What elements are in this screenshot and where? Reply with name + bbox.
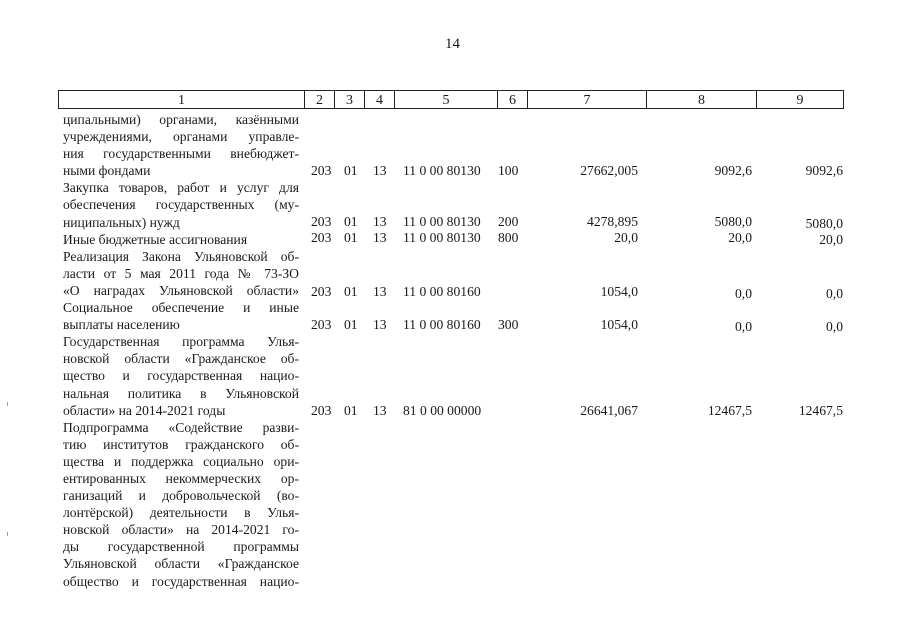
description-line: новской области «Гражданское об-	[63, 351, 299, 367]
cell-subsection: 13	[373, 284, 387, 299]
scan-mark	[7, 532, 8, 536]
cell-subsection: 13	[373, 403, 387, 418]
cell-subsection: 13	[373, 230, 387, 245]
cell-amount-col9: 12467,5	[798, 403, 843, 418]
header-col-9: 9	[756, 90, 844, 109]
description-line: Социальное обеспечение и иные	[63, 300, 299, 316]
description-line: лонтёрской) деятельности в Улья-	[63, 505, 299, 521]
cell-subsection: 13	[373, 214, 387, 229]
description-line: ципальными) органами, казёнными	[63, 112, 299, 127]
header-col-5: 5	[394, 90, 497, 109]
cell-amount-col8: 5080,0	[714, 214, 752, 229]
cell-amount-col7: 20,0	[614, 230, 638, 245]
cell-amount-col7: 26641,067	[580, 403, 638, 418]
cell-expense-type: 100	[498, 163, 519, 178]
table-row	[0, 213, 905, 230]
description-column	[63, 111, 299, 590]
description-line: щества и поддержка социально ори-	[63, 453, 299, 469]
cell-ministry: 203	[311, 403, 332, 418]
header-col-3: 3	[334, 90, 364, 109]
cell-ministry: 203	[311, 214, 332, 229]
description-line: нальная политика в Ульяновской	[63, 385, 299, 401]
cell-amount-col9: 0,0	[826, 286, 843, 301]
cell-amount-col9: 0,0	[826, 319, 843, 334]
description-line: ния государственными внебюджет-	[63, 146, 299, 162]
description-line: щество и государственная нацио-	[63, 368, 299, 384]
table-row	[0, 402, 905, 419]
description-line: области» на 2014-2021 годы	[63, 402, 226, 418]
header-col-8: 8	[646, 90, 756, 109]
table-row	[0, 316, 905, 333]
cell-amount-col9: 9092,6	[805, 163, 843, 178]
cell-ministry: 203	[311, 317, 332, 332]
description-line: обеспечения государственных (му-	[63, 197, 299, 213]
header-col-6: 6	[497, 90, 527, 109]
cell-section: 01	[344, 284, 358, 299]
cell-amount-col7: 27662,005	[580, 163, 638, 178]
cell-target-article: 11 0 00 80130	[403, 163, 481, 178]
cell-target-article: 11 0 00 80160	[403, 317, 481, 332]
cell-target-article: 11 0 00 80130	[403, 214, 481, 229]
description-line: Ульяновской области «Гражданское	[63, 556, 299, 572]
description-line: «О наградах Ульяновской области»	[63, 282, 299, 298]
header-col-7: 7	[527, 90, 646, 109]
cell-amount-col7: 1054,0	[600, 284, 638, 299]
cell-expense-type: 200	[498, 214, 519, 229]
description-line: ными фондами	[63, 163, 151, 179]
cell-amount-col8: 12467,5	[707, 403, 752, 418]
cell-ministry: 203	[311, 163, 332, 178]
cell-amount-col9: 20,0	[819, 232, 843, 247]
cell-amount-col8: 0,0	[735, 286, 752, 301]
description-line: ниципальных) нужд	[63, 214, 180, 230]
cell-target-article: 81 0 00 00000	[403, 403, 482, 418]
description-line: Закупка товаров, работ и услуг для	[63, 180, 299, 196]
header-col-2: 2	[304, 90, 334, 109]
header-col-1: 1	[58, 90, 304, 109]
description-line: тию институтов гражданского об-	[63, 436, 299, 452]
cell-section: 01	[344, 403, 358, 418]
table-row	[0, 283, 905, 300]
cell-section: 01	[344, 214, 358, 229]
cell-section: 01	[344, 163, 358, 178]
table-row	[0, 162, 905, 179]
description-line: выплаты населению	[63, 317, 180, 333]
cell-subsection: 13	[373, 163, 387, 178]
description-line: Иные бюджетные ассигнования	[63, 231, 248, 247]
table-row	[0, 229, 905, 246]
description-line: ласти от 5 мая 2011 года № 73-ЗО	[63, 265, 299, 281]
description-line: Подпрограмма «Содействие разви-	[63, 419, 299, 435]
scan-mark	[7, 402, 8, 406]
description-line: ды государственной программы	[63, 539, 299, 555]
description-line: общество и государственная нацио-	[63, 573, 299, 589]
cell-subsection: 13	[373, 317, 387, 332]
cell-target-article: 11 0 00 80130	[403, 230, 481, 245]
cell-expense-type: 800	[498, 230, 519, 245]
cell-amount-col7: 4278,895	[587, 214, 638, 229]
cell-ministry: 203	[311, 284, 332, 299]
cell-ministry: 203	[311, 230, 332, 245]
description-line: ентированных некоммерческих ор-	[63, 470, 299, 486]
description-line: учреждениями, органами управле-	[63, 129, 299, 145]
description-line: новской области» на 2014-2021 го-	[63, 522, 299, 538]
description-line: Реализация Закона Ульяновской об-	[63, 248, 299, 264]
header-col-4: 4	[364, 90, 394, 109]
cell-expense-type: 300	[498, 317, 519, 332]
cell-amount-col9: 5080,0	[805, 216, 843, 231]
page-number: 14	[445, 36, 460, 52]
cell-amount-col8: 20,0	[728, 230, 752, 245]
cell-amount-col8: 9092,6	[714, 163, 752, 178]
cell-target-article: 11 0 00 80160	[403, 284, 481, 299]
description-line: Государственная программа Улья-	[63, 334, 299, 350]
description-line: ганизаций и добровольческой (во-	[63, 488, 299, 504]
cell-amount-col7: 1054,0	[600, 317, 638, 332]
cell-section: 01	[344, 230, 358, 245]
cell-section: 01	[344, 317, 358, 332]
cell-amount-col8: 0,0	[735, 319, 752, 334]
